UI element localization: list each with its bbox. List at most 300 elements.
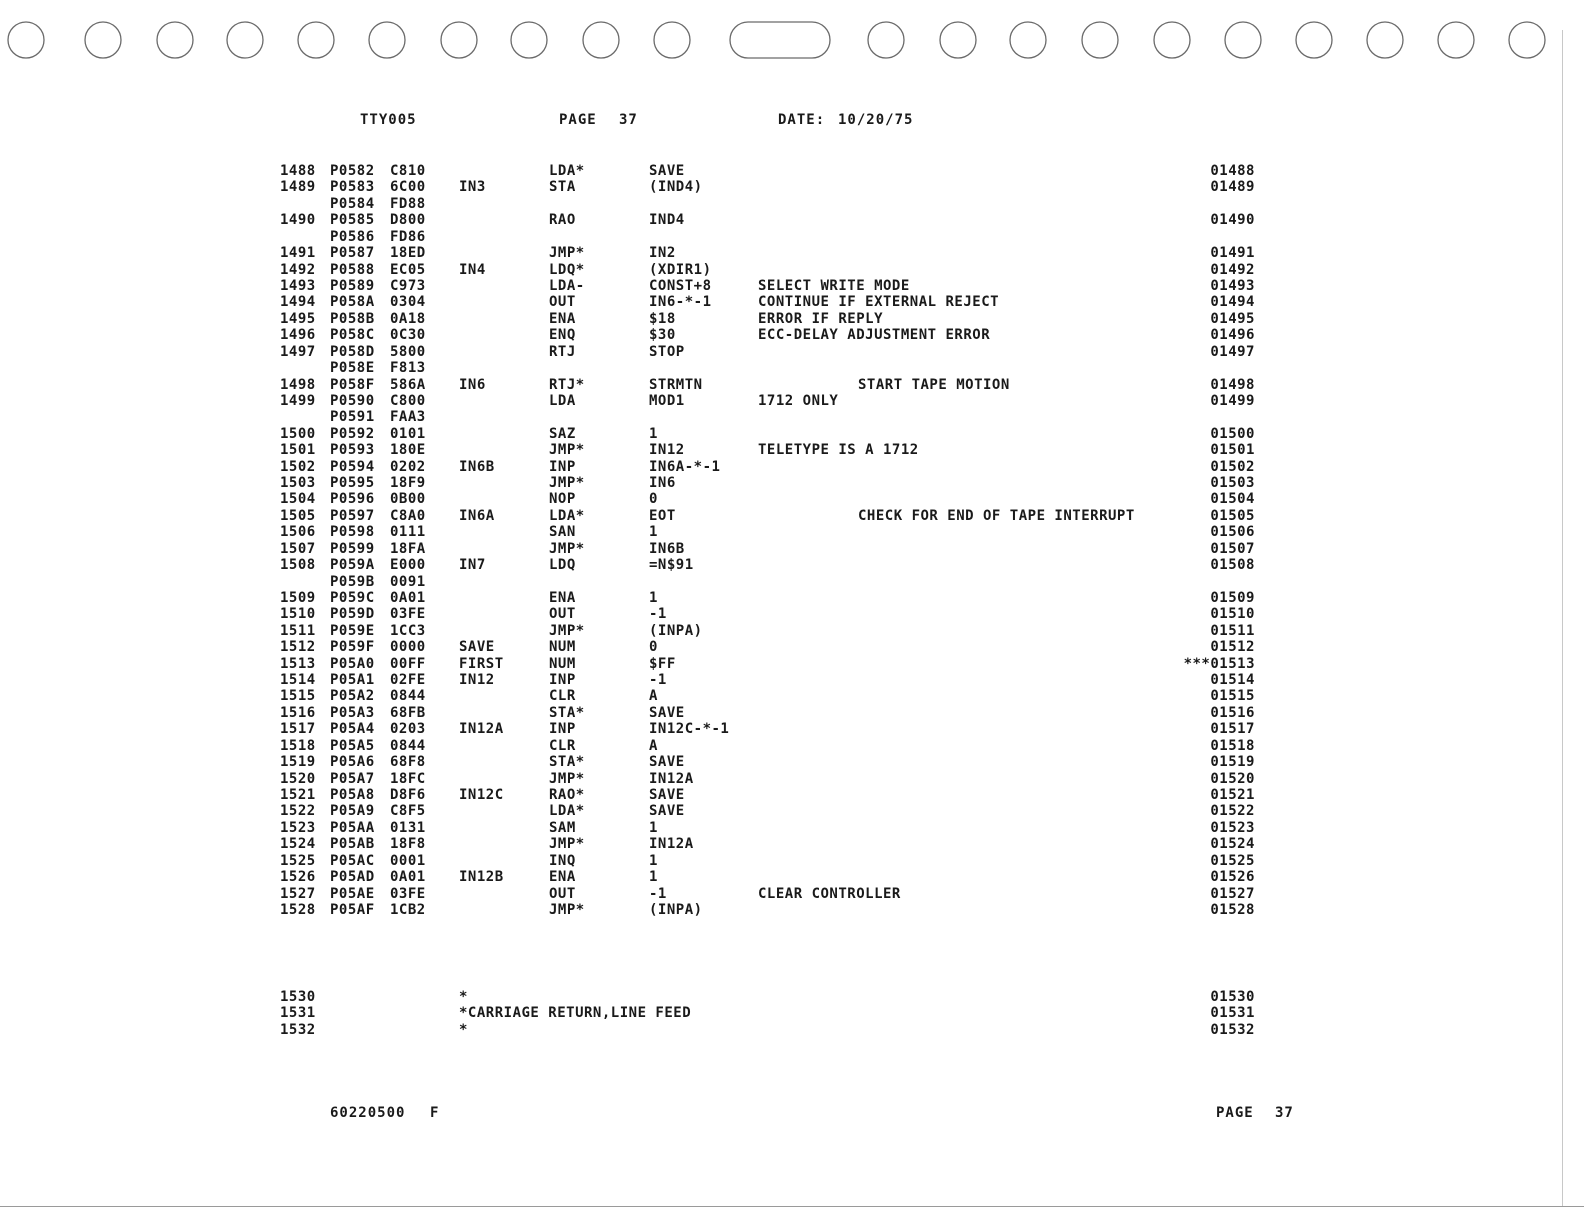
line-number: 1501 [280,442,316,459]
object-code: 0C30 [390,327,426,344]
object-code: 0131 [390,819,426,836]
operand: $18 [649,310,676,327]
sequence-number: 01507 [1210,540,1255,557]
line-number: 1515 [280,688,316,705]
listing-row [0,229,1584,245]
object-code: 5800 [390,343,426,360]
opcode: NUM [549,655,576,672]
sequence-number: ***01513 [1183,655,1255,672]
line-number: 1506 [280,524,316,541]
opcode: INQ [549,852,576,869]
sequence-number: 01494 [1210,294,1255,311]
listing-row [0,541,1584,557]
sequence-number: 01532 [1210,1021,1255,1038]
line-number: 1532 [280,1021,316,1038]
sequence-number: 01512 [1210,639,1255,656]
listing-row [0,787,1584,803]
listing-row [0,639,1584,655]
comment: 1712 ONLY [758,392,839,409]
address: P0582 [330,163,375,179]
listing-row [0,738,1584,754]
address: P0586 [330,228,375,245]
address: P059E [330,622,375,639]
line-number: 1492 [280,261,316,278]
line-number: 1527 [280,885,316,902]
object-code: D8F6 [390,787,426,803]
opcode: STA* [549,704,585,721]
operand: A [649,737,658,754]
object-code: FD86 [390,228,426,245]
comment-text: *CARRIAGE RETURN,LINE FEED [459,1005,692,1022]
object-code: 0202 [390,458,426,475]
label: IN3 [459,179,486,196]
operand: -1 [649,606,667,623]
line-number: 1519 [280,754,316,771]
listing-row [0,754,1584,770]
line-number: 1517 [280,721,316,738]
opcode: SAN [549,524,576,541]
listing-row [0,656,1584,672]
address: P05A6 [330,754,375,771]
opcode: NOP [549,491,576,508]
operand: IN6B [649,540,685,557]
comment-row [0,989,1584,1005]
opcode: INP [549,458,576,475]
listing-row [0,327,1584,343]
comment-text: * [459,989,468,1005]
comment: TELETYPE IS A 1712 [758,442,919,459]
line-number: 1522 [280,803,316,820]
address: P05A9 [330,803,375,820]
sequence-number: 01511 [1210,622,1255,639]
listing-row [0,672,1584,688]
address: P058E [330,360,375,376]
opcode: RAO* [549,787,585,803]
object-code: C8A0 [390,507,426,524]
object-code: 0B00 [390,491,426,508]
footer-page-number: 37 [1275,1105,1294,1121]
object-code: 68FB [390,704,426,721]
opcode: RTJ* [549,376,585,393]
object-code: 180E [390,442,426,459]
address: P0585 [330,212,375,229]
sequence-number: 01505 [1210,507,1255,524]
line-number: 1511 [280,622,316,639]
line-number: 1493 [280,277,316,294]
line-number: 1494 [280,294,316,311]
operand: 1 [649,869,658,886]
object-code: FAA3 [390,409,426,426]
address: P05AC [330,852,375,869]
address: P05A7 [330,770,375,787]
operand: -1 [649,885,667,902]
object-code: 68F8 [390,754,426,771]
sequence-number: 01502 [1210,458,1255,475]
address: P0593 [330,442,375,459]
line-number: 1505 [280,507,316,524]
operand: SAVE [649,754,685,771]
object-code: 18ED [390,245,426,262]
address: P0599 [330,540,375,557]
header-page-number: 37 [619,112,638,128]
operand: (INPA) [649,901,703,918]
object-code: 02FE [390,672,426,688]
address: P05A1 [330,672,375,688]
listing-row [0,475,1584,491]
sequence-number: 01531 [1210,1005,1255,1022]
opcode: LDA [549,392,576,409]
address: P059D [330,606,375,623]
sequence-number: 01497 [1210,343,1255,360]
opcode: ENA [549,869,576,886]
label: IN12C [459,787,504,803]
object-code: 0091 [390,573,426,590]
address: P058A [330,294,375,311]
address: P05AF [330,901,375,918]
line-number: 1503 [280,475,316,491]
object-code: 1CB2 [390,901,426,918]
address: P0587 [330,245,375,262]
label: IN6B [459,458,495,475]
comment-row [0,1005,1584,1021]
listing-row [0,294,1584,310]
line-number: 1508 [280,557,316,574]
operand: STOP [649,343,685,360]
opcode: STA [549,179,576,196]
object-code: 0844 [390,737,426,754]
listing-row [0,869,1584,885]
address: P0589 [330,277,375,294]
operand: $30 [649,327,676,344]
label: SAVE [459,639,495,656]
object-code: D800 [390,212,426,229]
label: FIRST [459,655,504,672]
address: P0594 [330,458,375,475]
sequence-number: 01522 [1210,803,1255,820]
operand: $FF [649,655,676,672]
sequence-number: 01492 [1210,261,1255,278]
listing-row [0,196,1584,212]
footer-doc-number: 60220500 [330,1105,406,1121]
listing-row [0,886,1584,902]
listing-row [0,508,1584,524]
sequence-number: 01508 [1210,557,1255,574]
opcode: CLR [549,737,576,754]
address: P058B [330,310,375,327]
line-number: 1509 [280,589,316,606]
address: P05A0 [330,655,375,672]
line-number: 1514 [280,672,316,688]
object-code: 0A01 [390,869,426,886]
line-number: 1507 [280,540,316,557]
label: IN6A [459,507,495,524]
sequence-number: 01488 [1210,163,1255,179]
listing-row [0,771,1584,787]
line-number: 1488 [280,163,316,179]
line-number: 1523 [280,819,316,836]
sequence-number: 01496 [1210,327,1255,344]
line-number: 1499 [280,392,316,409]
sequence-number: 01495 [1210,310,1255,327]
sequence-number: 01517 [1210,721,1255,738]
bottom-rule [0,1206,1584,1207]
opcode: INP [549,721,576,738]
operand: EOT [649,507,676,524]
listing-row [0,163,1584,179]
object-code: 0304 [390,294,426,311]
sequence-number: 01500 [1210,425,1255,442]
opcode: ENQ [549,327,576,344]
sequence-number: 01518 [1210,737,1255,754]
comment-row [0,1022,1584,1038]
footer-page-label: PAGE [1216,1105,1254,1121]
object-code: 586A [390,376,426,393]
listing-row [0,836,1584,852]
object-code: FD88 [390,195,426,212]
object-code: 18F8 [390,836,426,853]
object-code: 0000 [390,639,426,656]
opcode: JMP* [549,540,585,557]
address: P05A4 [330,721,375,738]
listing-row [0,853,1584,869]
sequence-number: 01504 [1210,491,1255,508]
opcode: ENA [549,589,576,606]
line-number: 1502 [280,458,316,475]
line-number: 1526 [280,869,316,886]
sequence-number: 01527 [1210,885,1255,902]
listing-row [0,705,1584,721]
operand: 1 [649,589,658,606]
listing-row [0,606,1584,622]
address: P0588 [330,261,375,278]
sequence-number: 01506 [1210,524,1255,541]
object-code: 0101 [390,425,426,442]
comment: START TAPE MOTION [858,376,1010,393]
operand: IN12A [649,770,694,787]
operand: 1 [649,524,658,541]
object-code: F813 [390,360,426,376]
opcode: LDA* [549,163,585,179]
sequence-number: 01491 [1210,245,1255,262]
object-code: 0111 [390,524,426,541]
sequence-number: 01520 [1210,770,1255,787]
object-code: 0001 [390,852,426,869]
opcode: JMP* [549,836,585,853]
object-code: 6C00 [390,179,426,196]
listing-row [0,262,1584,278]
address: P05A3 [330,704,375,721]
operand: IN6A-*-1 [649,458,721,475]
address: P0583 [330,179,375,196]
listing-row [0,245,1584,261]
sequence-number: 01509 [1210,589,1255,606]
sequence-number: 01490 [1210,212,1255,229]
label: IN12B [459,869,504,886]
listing-row [0,721,1584,737]
operand: IN12C-*-1 [649,721,730,738]
operand: MOD1 [649,392,685,409]
line-number: 1491 [280,245,316,262]
address: P05AD [330,869,375,886]
opcode: JMP* [549,442,585,459]
sequence-number: 01498 [1210,376,1255,393]
sequence-number: 01530 [1210,989,1255,1005]
object-code: 18FA [390,540,426,557]
operand: A [649,688,658,705]
sequence-number: 01514 [1210,672,1255,688]
opcode: NUM [549,639,576,656]
opcode: JMP* [549,770,585,787]
object-code: 1CC3 [390,622,426,639]
address: P059F [330,639,375,656]
opcode: ENA [549,310,576,327]
opcode: SAM [549,819,576,836]
object-code: E000 [390,557,426,574]
listing-row [0,426,1584,442]
address: P0592 [330,425,375,442]
line-number: 1528 [280,901,316,918]
listing-row [0,820,1584,836]
operand: 0 [649,639,658,656]
address: P05A5 [330,737,375,754]
object-code: EC05 [390,261,426,278]
address: P058D [330,343,375,360]
comment-text: * [459,1021,468,1038]
object-code: 18F9 [390,475,426,491]
operand: (XDIR1) [649,261,712,278]
address: P058F [330,376,375,393]
footer-revision: F [430,1105,440,1121]
object-code: 0A01 [390,589,426,606]
line-number: 1490 [280,212,316,229]
address: P058C [330,327,375,344]
listing-row [0,442,1584,458]
line-number: 1525 [280,852,316,869]
sequence-number: 01515 [1210,688,1255,705]
operand: CONST+8 [649,277,712,294]
operand: 1 [649,425,658,442]
listing-row [0,803,1584,819]
listing-row [0,278,1584,294]
address: P0591 [330,409,375,426]
opcode: LDQ* [549,261,585,278]
operand: IN2 [649,245,676,262]
operand: IN12 [649,442,685,459]
program-name: TTY005 [360,112,417,128]
opcode: SAZ [549,425,576,442]
operand: SAVE [649,163,685,179]
label: IN6 [459,376,486,393]
line-number: 1521 [280,787,316,803]
listing-row [0,459,1584,475]
listing-row [0,344,1584,360]
listing-row [0,623,1584,639]
operand: 0 [649,491,658,508]
address: P059A [330,557,375,574]
address: P059C [330,589,375,606]
opcode: RAO [549,212,576,229]
opcode: STA* [549,754,585,771]
comment: CONTINUE IF EXTERNAL REJECT [758,294,1000,311]
opcode: JMP* [549,245,585,262]
operand: (IND4) [649,179,703,196]
sequence-number: 01521 [1210,787,1255,803]
listing-row [0,902,1584,918]
line-number: 1520 [280,770,316,787]
header-page-label: PAGE [559,112,597,128]
label: IN4 [459,261,486,278]
sequence-number: 01516 [1210,704,1255,721]
line-number: 1518 [280,737,316,754]
comment: ERROR IF REPLY [758,310,884,327]
line-number: 1500 [280,425,316,442]
listing-row [0,590,1584,606]
operand: IN6 [649,475,676,491]
object-code: C800 [390,392,426,409]
line-number: 1524 [280,836,316,853]
header-date: 10/20/75 [838,112,914,128]
label: IN7 [459,557,486,574]
opcode: RTJ [549,343,576,360]
opcode: OUT [549,885,576,902]
opcode: LDQ [549,557,576,574]
operand: 1 [649,852,658,869]
header-date-label: DATE: [778,112,826,128]
comment: SELECT WRITE MODE [758,277,910,294]
operand: STRMTN [649,376,703,393]
comment: CLEAR CONTROLLER [758,885,901,902]
line-number: 1531 [280,1005,316,1022]
opcode: JMP* [549,622,585,639]
address: P05AB [330,836,375,853]
operand: =N$91 [649,557,694,574]
listing-row [0,179,1584,195]
sequence-number: 01524 [1210,836,1255,853]
listing-row [0,311,1584,327]
sequence-number: 01503 [1210,475,1255,491]
line-number: 1496 [280,327,316,344]
listing-row [0,524,1584,540]
listing-row [0,377,1584,393]
address: P05AE [330,885,375,902]
opcode: OUT [549,606,576,623]
object-code: 0A18 [390,310,426,327]
listing-row [0,409,1584,425]
opcode: LDA- [549,277,585,294]
address: P0595 [330,475,375,491]
line-number: 1495 [280,310,316,327]
opcode: CLR [549,688,576,705]
line-number: 1497 [280,343,316,360]
object-code: 03FE [390,885,426,902]
operand: -1 [649,672,667,688]
listing-row [0,491,1584,507]
sequence-number: 01526 [1210,869,1255,886]
operand: (INPA) [649,622,703,639]
sequence-number: 01519 [1210,754,1255,771]
comment: ECC-DELAY ADJUSTMENT ERROR [758,327,991,344]
address: P0598 [330,524,375,541]
line-number: 1530 [280,989,316,1005]
line-number: 1513 [280,655,316,672]
line-number: 1516 [280,704,316,721]
object-code: C973 [390,277,426,294]
label: IN12A [459,721,504,738]
address: P05AA [330,819,375,836]
sequence-number: 01525 [1210,852,1255,869]
object-code: 18FC [390,770,426,787]
line-number: 1498 [280,376,316,393]
